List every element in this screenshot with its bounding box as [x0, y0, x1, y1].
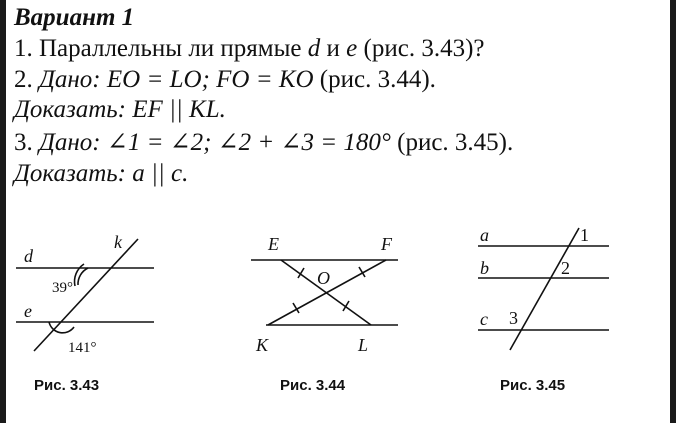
label-O: O — [317, 268, 330, 288]
task-number: 2. — [14, 66, 33, 93]
textbook-page — [6, 0, 670, 423]
prove-label: Доказать: — [14, 96, 126, 123]
prove-label: Доказать: — [14, 160, 126, 187]
caption-3-43: Рис. 3.43 — [34, 377, 100, 394]
caption-3-44: Рис. 3.44 — [280, 377, 346, 394]
label-E: E — [268, 234, 279, 254]
given-expression: ∠1 = ∠2; ∠2 + ∠3 = 180° — [106, 129, 391, 156]
task-text: Параллельны ли прямые — [39, 35, 302, 62]
prove-expression: a || c. — [132, 160, 189, 187]
label-e: e — [24, 301, 32, 321]
var-e: e — [346, 35, 358, 62]
label-k: k — [114, 232, 122, 252]
label-L: L — [358, 335, 369, 355]
angle-label-1: 1 — [580, 225, 589, 245]
angle-arc-39 — [78, 268, 88, 285]
given-label: Дано: — [39, 129, 101, 156]
label-b: b — [480, 258, 489, 278]
figure-ref: (рис. 3.44). — [319, 66, 436, 93]
figure-ref: (рис. 3.45). — [397, 129, 514, 156]
label-d: d — [24, 246, 33, 266]
variant-title: Вариант 1 — [14, 4, 135, 31]
figure-3-43 — [16, 239, 154, 351]
label-F: F — [381, 234, 392, 254]
angle-39-label: 39° — [52, 280, 73, 296]
figure-3-45 — [478, 228, 609, 350]
caption-3-45: Рис. 3.45 — [500, 377, 566, 394]
task-number: 3. — [14, 129, 33, 156]
var-d: d — [307, 35, 321, 62]
label-a: a — [480, 225, 489, 245]
given-label: Дано: — [39, 66, 101, 93]
task-number: 1. — [14, 35, 33, 62]
given-expression: EO = LO; FO = KO — [106, 66, 314, 93]
angle-label-3: 3 — [509, 308, 518, 328]
line-k — [34, 239, 138, 351]
label-K: K — [256, 335, 269, 355]
prove-expression: EF || KL. — [132, 96, 226, 123]
figures-canvas — [6, 0, 670, 423]
label-c: c — [480, 309, 488, 329]
figure-ref: (рис. 3.43)? — [363, 35, 485, 62]
conjunction: и — [326, 35, 340, 62]
angle-label-2: 2 — [561, 258, 570, 278]
angle-141-label: 141° — [68, 340, 97, 356]
